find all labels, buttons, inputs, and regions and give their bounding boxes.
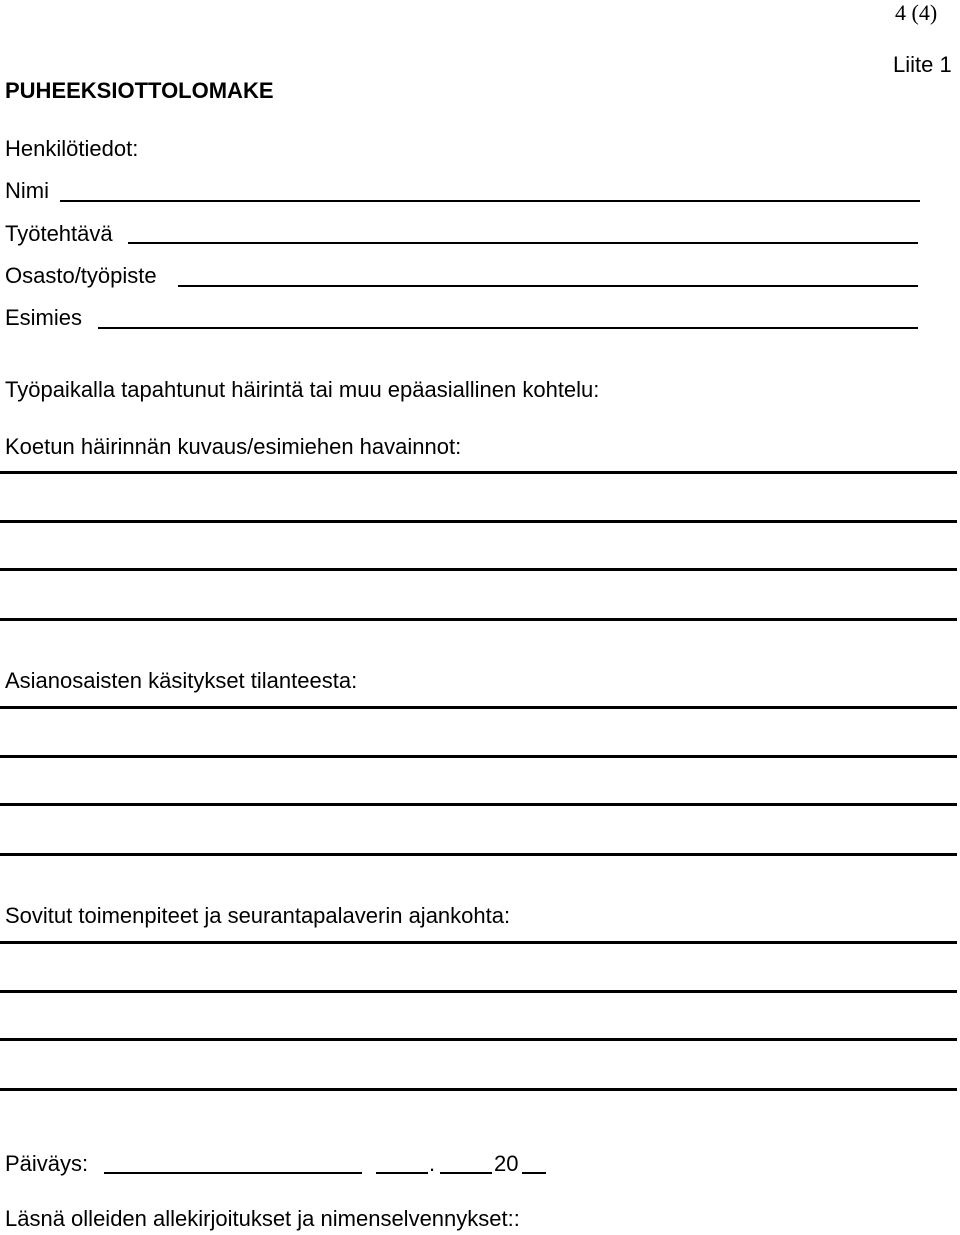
measures-heading: Sovitut toimenpiteet ja seurantapalaverin ajankohta:	[5, 903, 511, 928]
parties-heading: Asianosaisten käsitykset tilanteesta:	[5, 668, 358, 693]
page-number: 4 (4)	[895, 0, 938, 25]
description-heading: Koetun häirinnän kuvaus/esimiehen havainnot:	[5, 434, 462, 459]
supervisor-label: Esimies	[5, 305, 83, 330]
description-line-2[interactable]	[0, 520, 957, 523]
incident-heading: Työpaikalla tapahtunut häirintä tai muu epäasiallinen kohtelu:	[5, 377, 600, 402]
measures-line-1[interactable]	[0, 941, 957, 944]
date-month-field[interactable]	[440, 1172, 492, 1174]
description-line-4[interactable]	[0, 618, 957, 621]
signatures-heading: Läsnä olleiden allekirjoitukset ja nimenselvennykset::	[5, 1206, 520, 1231]
parties-line-2[interactable]	[0, 755, 957, 758]
measures-line-4[interactable]	[0, 1088, 957, 1091]
parties-line-4[interactable]	[0, 853, 957, 856]
date-day-field[interactable]	[376, 1172, 428, 1174]
department-field[interactable]	[178, 285, 918, 287]
attachment-label: Liite 1	[893, 52, 952, 77]
supervisor-field[interactable]	[98, 327, 918, 329]
measures-line-2[interactable]	[0, 990, 957, 993]
parties-line-1[interactable]	[0, 706, 957, 709]
name-field[interactable]	[60, 200, 920, 202]
personal-details-heading: Henkilötiedot:	[5, 136, 139, 161]
task-field[interactable]	[128, 242, 918, 244]
date-year-field[interactable]	[522, 1172, 546, 1174]
department-label: Osasto/työpiste	[5, 263, 157, 288]
date-year-prefix: 20	[494, 1151, 519, 1176]
measures-line-3[interactable]	[0, 1038, 957, 1041]
date-separator: .	[429, 1151, 436, 1176]
parties-line-3[interactable]	[0, 803, 957, 806]
form-title: PUHEEKSIOTTOLOMAKE	[5, 78, 274, 103]
name-label: Nimi	[5, 178, 49, 203]
task-label: Työtehtävä	[5, 221, 113, 246]
date-label: Päiväys:	[5, 1151, 89, 1176]
description-line-3[interactable]	[0, 568, 957, 571]
description-line-1[interactable]	[0, 471, 957, 474]
date-place-field[interactable]	[104, 1172, 362, 1174]
